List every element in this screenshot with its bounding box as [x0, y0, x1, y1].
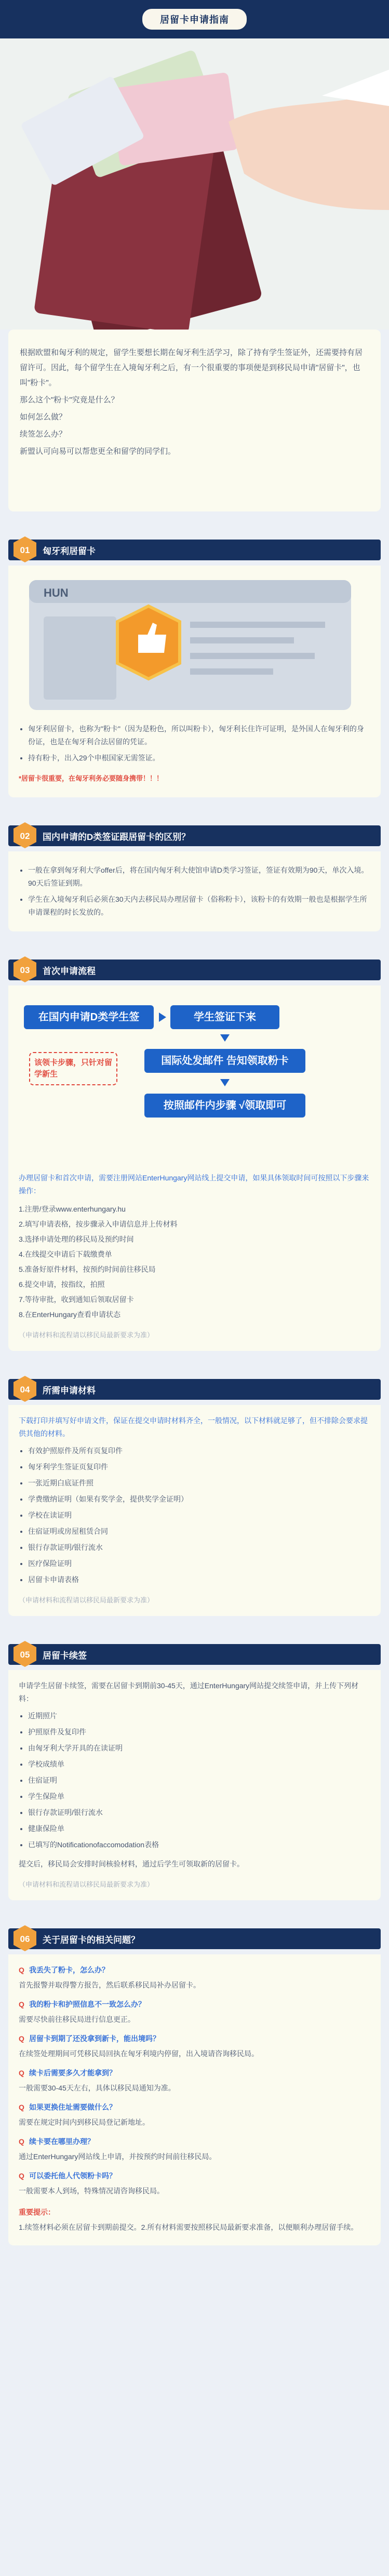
intro-question-1: 那么这个"粉卡"究竟是什么？ — [20, 396, 119, 404]
intro-paragraph: 根据欧盟和匈牙利的规定，留学生要想长期在匈牙利生活学习，除了持有学生签证外，还需要持有居留许可。因此，每个留学生在入境匈牙利之后，有一个很重要的事项便是到移民局申请"居留卡"，也叫"粉卡"。 — [20, 348, 363, 387]
intro-question-3: 续签怎么办？ — [20, 430, 67, 439]
faq-question: 我的粉卡和护照信息不一致怎么办？ — [29, 2000, 145, 2008]
step-item: 5.准备好原件材料，按预约时间前往移民局 — [19, 1265, 156, 1273]
section-title: 关于居留卡的相关问题？ — [43, 1935, 140, 1945]
s4-materials-list — [19, 1444, 370, 1586]
svg-text:01: 01 — [20, 545, 30, 555]
section-title: 所需申请材料 — [43, 1386, 96, 1396]
section-02-header — [0, 818, 389, 851]
faq-answer: 在续签处理期间可凭移民局回执在匈牙利境内停留，出入境请咨询移民局。 — [19, 2049, 259, 2058]
material-item: • 医疗保险证明 — [28, 1557, 370, 1570]
s1-bullet-2: • 持有粉卡，出入29个申根国家无需签证。 — [28, 752, 370, 765]
section-01-header — [0, 532, 389, 566]
s5-note: （申请材料和流程请以移民局最新要求为准） — [19, 1881, 154, 1888]
faq-question: 续卡后需要多久才能拿到？ — [29, 2069, 116, 2077]
faq-item: Q 续卡后需要多久才能拿到？ 一般需要30-45天左右，具体以移民局通知为准。 — [19, 2067, 370, 2095]
residence-card-image — [19, 575, 366, 715]
intro-question-2: 如何怎么做？ — [20, 413, 67, 422]
s2-bullet-2: • 学生在入境匈牙利后必须在30天内去移民局办理居留卡（俗称粉卡），该粉卡的有效期一般也是根据学生所申请课程的时长发放的。 — [28, 893, 370, 919]
section-number-badge-icon — [11, 955, 38, 983]
section-title: 匈牙利居留卡 — [43, 546, 96, 556]
section-06-header — [0, 1921, 389, 1954]
section-03-body — [8, 985, 381, 1351]
faq-item: Q 我的粉卡和护照信息不一致怎么办？ 需要尽快前往移民局进行信息更正。 — [19, 1998, 370, 2026]
renewal-item: • 学生保险单 — [28, 1790, 370, 1803]
step-item: 7.等待审批，收到通知后领取居留卡 — [19, 1295, 134, 1304]
s2-bullet-1: • 一般在拿到匈牙利大学offer后，将在国内匈牙利大使馆申请D类学习签证，签证有效期为90天，单次入境。90天后签证到期。 — [28, 864, 370, 890]
intro-card — [8, 330, 381, 511]
material-item: • 居留卡申请表格 — [28, 1573, 370, 1586]
svg-text:HUN: HUN — [44, 586, 69, 599]
section-04-header — [0, 1372, 389, 1405]
section-02-body — [8, 851, 381, 931]
flow-arrow-down-icon — [220, 1079, 230, 1086]
intro-question-4: 新盟认可向易可以帮您更全和留学的同学们。 — [20, 447, 176, 456]
section-number-badge-icon — [11, 1924, 38, 1952]
flow-step-1: 在国内申请D类学生签 — [24, 1005, 154, 1029]
section-04-body — [8, 1405, 381, 1616]
section-title: 国内申请的D类签证跟居留卡的区别？ — [43, 832, 191, 842]
faq-answer: 一般需要30-45天左右，具体以移民局通知为准。 — [19, 2084, 176, 2092]
renewal-item: • 近期照片 — [28, 1710, 370, 1723]
renewal-item: • 住宿证明 — [28, 1774, 370, 1787]
material-item: • 有效护照原件及所有页复印件 — [28, 1444, 370, 1457]
section-01-body — [8, 566, 381, 797]
flow-side-note: 该领卡步骤，只针对留学新生 — [29, 1052, 117, 1085]
faq-question: 居留卡到期了还没拿到新卡，能出境吗？ — [29, 2034, 160, 2043]
s1-bullet-1: • 匈牙利居留卡，也称为"粉卡"（因为是粉色，所以叫粉卡），匈牙利长住许可证明，是外国人在匈牙利的身份证，也是在匈牙利合法居留的凭证。 — [28, 722, 370, 748]
important-title: 重要提示： — [19, 2208, 55, 2216]
section-number-badge-icon — [11, 1640, 38, 1668]
banner-title: 居留卡申请指南 — [142, 9, 247, 30]
flow-step-3: 国际处发邮件 告知领取粉卡 — [144, 1049, 305, 1073]
faq-item: Q 如果更换住址需要做什么？ 需要在规定时间内到移民局登记新地址。 — [19, 2101, 370, 2129]
renewal-item: • 护照原件及复印件 — [28, 1726, 370, 1739]
top-banner — [0, 0, 389, 38]
section-number-badge-icon — [11, 535, 38, 563]
faq-item: Q 我丢失了粉卡，怎么办？ 首先报警并取得警方报告，然后联系移民局补办居留卡。 — [19, 1964, 370, 1992]
s5-materials-list — [19, 1710, 370, 1851]
application-flow-diagram — [19, 995, 370, 1172]
section-number-badge-icon — [11, 821, 38, 849]
material-item: • 银行存款证明/银行流水 — [28, 1541, 370, 1554]
flow-arrow-right-icon — [159, 1013, 166, 1022]
section-05-header — [0, 1637, 389, 1670]
faq-question: 如果更换住址需要做什么？ — [29, 2103, 116, 2111]
s4-intro: 下载打印并填写好申请文件，保证在提交申请时材料齐全，一般情况，以下材料就足够了，但不排除会要求提供其他的材料。 — [19, 1416, 368, 1438]
renewal-item: • 健康保险单 — [28, 1822, 370, 1835]
faq-item: Q 续卡要在哪里办理？ 通过EnterHungary网站线上申请，并按预约时间前往移民局。 — [19, 2135, 370, 2163]
flow-arrow-down-icon — [220, 1034, 230, 1042]
section-05-body — [8, 1670, 381, 1900]
material-item: • 匈牙利学生签证页复印件 — [28, 1461, 370, 1474]
material-item: • 住宿证明或房屋租赁合同 — [28, 1525, 370, 1538]
s4-note: （申请材料和流程请以移民局最新要求为准） — [19, 1596, 154, 1604]
section-number-badge-icon — [11, 1375, 38, 1403]
svg-text:02: 02 — [20, 831, 30, 841]
s3-note: （申请材料和流程请以移民局最新要求为准） — [19, 1331, 154, 1339]
step-item: 1.注册/登录www.enterhungary.hu — [19, 1205, 126, 1213]
step-item: 3.选择申请处理的移民局及预约时间 — [19, 1235, 134, 1243]
step-item: 8.在EnterHungary查看申请状态 — [19, 1310, 121, 1319]
faq-answer: 一般需要本人到场，特殊情况请咨询移民局。 — [19, 2187, 164, 2195]
step-item: 4.在线提交申请后下载缴费单 — [19, 1250, 112, 1258]
renewal-item: • 学校成绩单 — [28, 1758, 370, 1771]
s5-intro: 申请学生居留卡续签，需要在居留卡到期前30-45天，通过EnterHungary网站提交续签申请，并上传下列材料： — [19, 1681, 359, 1703]
material-item: • 学费缴纳证明（如果有奖学金，提供奖学金证明） — [28, 1493, 370, 1506]
section-title: 居留卡续签 — [43, 1651, 87, 1661]
section-03-header — [0, 952, 389, 985]
faq-answer: 需要尽快前往移民局进行信息更正。 — [19, 2015, 135, 2023]
faq-answer: 通过EnterHungary网站线上申请，并按预约时间前往移民局。 — [19, 2152, 217, 2161]
svg-text:06: 06 — [20, 1934, 30, 1944]
renewal-item: • 由匈牙利大学开具的在读证明 — [28, 1742, 370, 1755]
s3-intro: 办理居留卡和首次申请，需要注册网站EnterHungary网站线上提交申请，如果具体领取时间可按照以下步骤来操作： — [19, 1174, 369, 1195]
svg-text:04: 04 — [20, 1385, 30, 1395]
renewal-item: • 已填写的Notificationofaccomodation表格 — [28, 1838, 370, 1851]
flow-step-4: 按照邮件内步骤 √领取即可 — [144, 1094, 305, 1118]
s1-warning: *居留卡很重要，在匈牙利务必要随身携带！！！ — [19, 774, 164, 782]
faq-question: 可以委托他人代领粉卡吗？ — [29, 2172, 116, 2180]
section-title: 首次申请流程 — [43, 966, 96, 976]
passport-illustration — [0, 38, 389, 330]
renewal-item: • 银行存款证明/银行流水 — [28, 1806, 370, 1819]
svg-text:05: 05 — [20, 1650, 30, 1660]
s5-tail: 提交后，移民局会安排时间核验材料，通过后学生可领取新的居留卡。 — [19, 1860, 244, 1868]
section-06-body — [8, 1954, 381, 2245]
faq-item: Q 可以委托他人代领粉卡吗？ 一般需要本人到场，特殊情况请咨询移民局。 — [19, 2170, 370, 2198]
faq-question: 续卡要在哪里办理？ — [29, 2137, 95, 2146]
s3-steps — [19, 1203, 370, 1321]
step-item: 6.提交申请，按指纹，拍照 — [19, 1280, 105, 1289]
passport-photo — [0, 38, 389, 330]
faq-question: 我丢失了粉卡，怎么办？ — [29, 1966, 109, 1974]
important-text: 1.续签材料必须在居留卡到期前提交。2.所有材料需要按照移民局最新要求准备，以便顺利办理居留手续。 — [19, 2223, 358, 2231]
faq-item: Q 居留卡到期了还没拿到新卡，能出境吗？ 在续签处理期间可凭移民局回执在匈牙利境内停留，出入境请咨询移民局。 — [19, 2032, 370, 2060]
flow-step-2: 学生签证下来 — [170, 1005, 279, 1029]
material-item: • 学校在读证明 — [28, 1509, 370, 1522]
step-item: 2.填写申请表格，按步骤录入申请信息并上传材料 — [19, 1220, 178, 1228]
material-item: • 一张近期白底证件照 — [28, 1477, 370, 1490]
faq-answer: 首先报警并取得警方报告，然后联系移民局补办居留卡。 — [19, 1981, 200, 1989]
svg-text:03: 03 — [20, 965, 30, 975]
faq-answer: 需要在规定时间内到移民局登记新地址。 — [19, 2118, 150, 2126]
